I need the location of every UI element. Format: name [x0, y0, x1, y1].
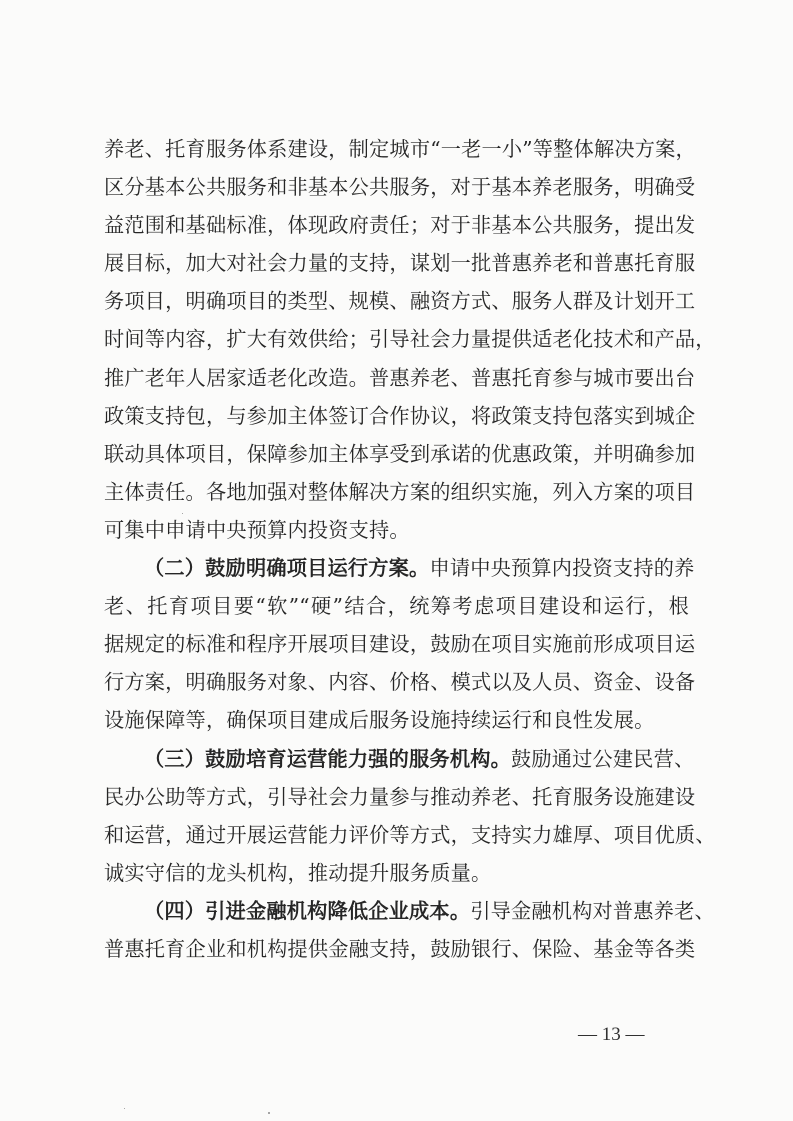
scan-speck: [182, 513, 183, 514]
text-line: 和运营，通过开展运营能力评价等方式，支持实力雄厚、项目优质、: [104, 822, 716, 847]
section-heading: （四）引进金融机构降低企业成本。: [144, 898, 471, 923]
text-line: 推广老年人居家适老化改造。普惠养老、普惠托育参与城市要出台: [104, 365, 696, 390]
paragraph-2: [104, 549, 696, 739]
paragraph-1: [104, 130, 716, 549]
text-line: 务项目，明确项目的类型、规模、融资方式、服务人群及计划开工: [104, 289, 696, 314]
text-line: 普惠托育企业和机构提供金融支持，鼓励银行、保险、基金等各类: [104, 936, 696, 961]
text-line: 养老、托育服务体系建设，制定城市“一老一小”等整体解决方案，: [104, 137, 696, 161]
text-line: 设施保障等，确保项目建成后服务设施持续运行和良性发展。: [104, 708, 655, 733]
text-line: 政策支持包，与参加主体签订合作协议，将政策支持包落实到城企: [104, 403, 696, 428]
section-heading: （三）鼓励培育运营能力强的服务机构。: [144, 746, 511, 771]
text-line: 区分基本公共服务和非基本公共服务，对于基本养老服务，明确受: [104, 175, 696, 200]
text-line: 主体责任。各地加强对整体解决方案的组织实施，列入方案的项目: [104, 479, 696, 504]
text-line: [104, 740, 695, 778]
text-line: 益范围和基础标准，体现政府责任；对于非基本公共服务，提出发: [104, 213, 696, 238]
scan-speck: [124, 1108, 125, 1109]
scan-speck: [268, 1112, 270, 1114]
section-heading: （二）鼓励明确项目运行方案。: [144, 556, 430, 581]
text-run: 引导金融机构对普惠养老、: [470, 898, 715, 923]
text-line: 可集中申请中央预算内投资支持。: [104, 517, 410, 542]
text-line: 展目标，加大对社会力量的支持，谋划一批普惠养老和普惠托育服: [104, 251, 696, 276]
text-line: [104, 892, 715, 930]
text-run: 申请中央预算内投资支持的养: [429, 556, 695, 581]
text-line: 联动具体项目，保障参加主体享受到承诺的优惠政策，并明确参加: [104, 441, 696, 466]
text-line: 行方案，明确服务对象、内容、价格、模式以及人员、资金、设备: [104, 670, 696, 695]
text-line: 诚实守信的龙头机构，推动提升服务质量。: [104, 860, 492, 885]
text-line: 民办公助等方式，引导社会力量参与推动养老、托育服务设施建设: [104, 784, 696, 809]
text-line: [104, 549, 695, 587]
text-run: 鼓励通过公建民营、: [510, 746, 695, 771]
text-line: 据规定的标准和程序开展项目建设，鼓励在项目实施前形成项目运: [104, 632, 696, 657]
text-line: 老、托育项目要“软”“硬”结合，统筹考虑项目建设和运行，根: [104, 594, 689, 619]
paragraph-4: [104, 892, 715, 968]
text-line: 时间等内容，扩大有效供给；引导社会力量提供适老化技术和产品，: [104, 327, 716, 352]
page-number: — 13 —: [578, 1024, 645, 1045]
body-text: [104, 130, 716, 968]
paragraph-3: [104, 740, 716, 892]
